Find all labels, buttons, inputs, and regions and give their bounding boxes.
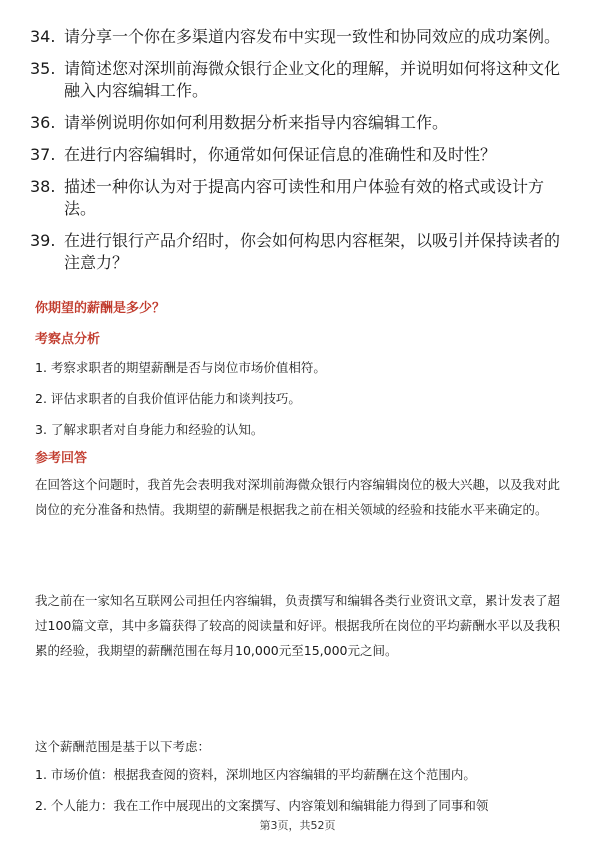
list-item: 1. 市场价值：根据我查阅的资料，深圳地区内容编辑的平均薪酬在这个范围内。 xyxy=(35,767,476,782)
paragraph: 这个薪酬范围是基于以下考虑： xyxy=(35,739,211,754)
list-item: 1. 考察求职者的期望薪酬是否与岗位市场价值相符。 xyxy=(35,360,326,375)
analysis-section xyxy=(35,331,560,349)
answer-paragraph-1 xyxy=(35,472,560,522)
question-text: 在进行内容编辑时，你通常如何保证信息的准确性和及时性？ xyxy=(64,145,497,164)
list-item xyxy=(30,144,570,166)
page-number: 第3页，共52页 xyxy=(259,819,336,832)
list-item: 2. 评估求职者的自我价值评估能力和谈判技巧。 xyxy=(35,391,301,406)
question-text: 在进行银行产品介绍时，你会如何构思内容框架，以吸引并保持读者的注意力？ xyxy=(64,231,561,272)
question-number: 34. xyxy=(30,27,56,46)
question-text: 请简述您对深圳前海微众银行企业文化的理解，并说明如何将这种文化融入内容编辑工作。 xyxy=(64,59,561,100)
answer-title: 参考回答 xyxy=(35,451,88,466)
answer-section xyxy=(35,450,560,468)
list-item xyxy=(30,112,570,134)
answer-paragraph-3 xyxy=(35,734,560,759)
list-item xyxy=(30,176,570,220)
question-number: 38. xyxy=(30,177,56,196)
question-text: 请分享一个你在多渠道内容发布中实现一致性和协同效应的成功案例。 xyxy=(64,27,561,46)
list-item xyxy=(30,26,570,48)
paragraph: 在回答这个问题时，我首先会表明我对深圳前海微众银行内容编辑岗位的极大兴趣，以及我对此岗位的充分准备和热情。我期望的薪酬是根据我之前在相关领域的经验和技能水平来确定的。 xyxy=(35,477,561,517)
analysis-list xyxy=(35,359,560,452)
list-item: 2. 个人能力：我在工作中展现出的文案撰写、内容策划和编辑能力得到了同事和领 xyxy=(35,798,489,813)
list-item: 3. 了解求职者对自身能力和经验的认知。 xyxy=(35,422,264,437)
question-text: 描述一种你认为对于提高内容可读性和用户体验有效的格式或设计方法。 xyxy=(64,177,545,218)
question-number: 37. xyxy=(30,145,56,164)
question-title: 你期望的薪酬是多少？ xyxy=(35,301,166,316)
question-list xyxy=(30,26,570,284)
paragraph: 我之前在一家知名互联网公司担任内容编辑，负责撰写和编辑各类行业资讯文章，累计发表了超过100篇文章，其中多篇获得了较高的阅读量和好评。根据我所在岗位的平均薪酬水平以及我积累的经验，我期望的薪酬范围在每月10,000元至15,000元之间。 xyxy=(35,593,561,658)
question-number: 35. xyxy=(30,59,56,78)
analysis-title: 考察点分析 xyxy=(35,332,101,347)
question-number: 36. xyxy=(30,113,56,132)
salary-section xyxy=(35,300,560,318)
answer-paragraph-2 xyxy=(35,588,560,663)
question-text: 请举例说明你如何利用数据分析来指导内容编辑工作。 xyxy=(64,113,449,132)
question-number: 39. xyxy=(30,231,56,250)
list-item xyxy=(30,230,570,274)
list-item xyxy=(30,58,570,102)
